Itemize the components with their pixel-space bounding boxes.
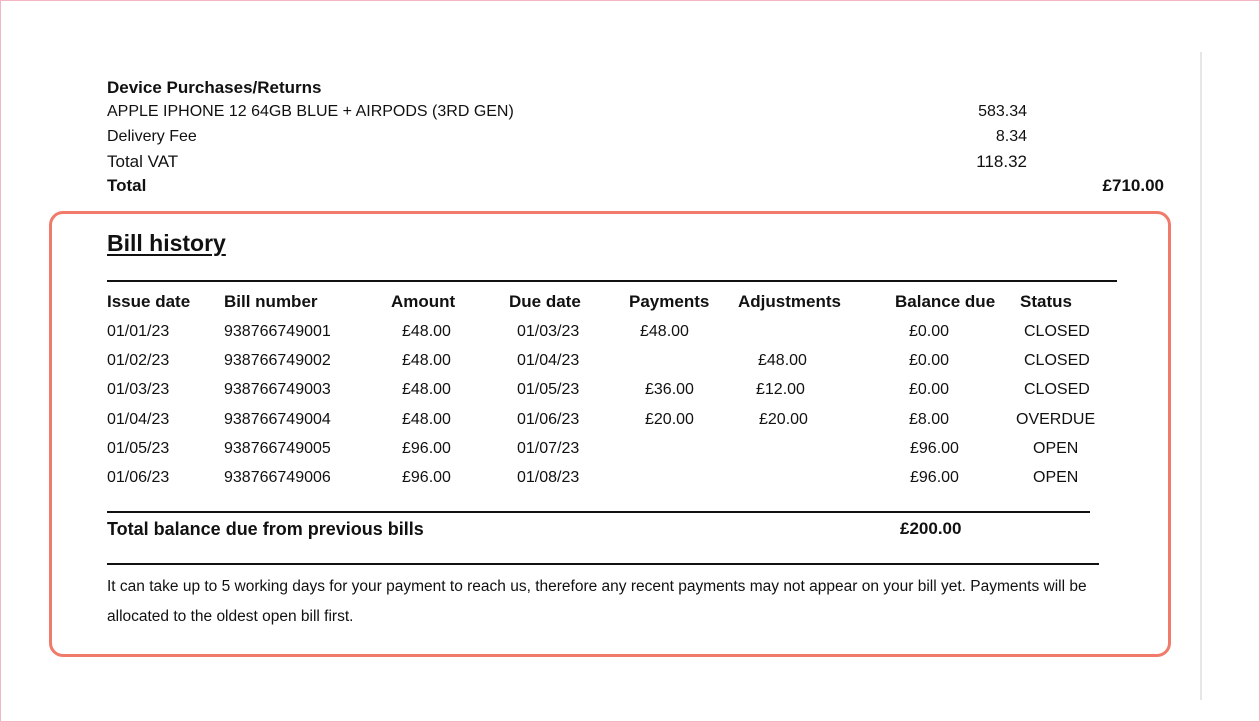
table-cell: CLOSED	[1024, 381, 1090, 398]
table-cell: £48.00	[758, 352, 807, 369]
table-cell: £96.00	[402, 469, 451, 486]
table-cell: 01/03/23	[517, 323, 580, 340]
purchase-item-label: Total VAT	[107, 152, 179, 171]
table-cell: £0.00	[909, 352, 950, 369]
table-cell: 938766749001	[224, 323, 331, 340]
table-cell: £48.00	[402, 352, 451, 369]
table-cell: £8.00	[909, 411, 950, 428]
table-cell: £12.00	[756, 381, 805, 398]
table-cell: £0.00	[909, 323, 950, 340]
table-cell: 01/01/23	[107, 323, 170, 340]
table-cell: £20.00	[645, 411, 694, 428]
header-rule	[107, 280, 1117, 282]
table-cell: 01/04/23	[517, 352, 580, 369]
table-cell: CLOSED	[1024, 323, 1090, 340]
total-balance-label: Total balance due from previous bills	[107, 519, 424, 539]
column-header-payments: Payments	[629, 292, 710, 311]
table-cell: OPEN	[1033, 440, 1079, 457]
purchases-total-value: £710.00	[1102, 176, 1164, 195]
column-header-status: Status	[1020, 292, 1072, 311]
table-cell: 938766749005	[224, 440, 331, 457]
column-header-due-date: Due date	[509, 292, 581, 311]
column-header-adjustments: Adjustments	[738, 292, 841, 311]
column-header-issue-date: Issue date	[107, 292, 191, 311]
purchases-total-label: Total	[107, 176, 147, 195]
summary-rule	[107, 563, 1099, 565]
status-badge-overdue: OVERDUE	[1016, 411, 1096, 428]
total-balance-value: £200.00	[900, 519, 962, 538]
table-bottom-rule	[107, 511, 1090, 513]
table-cell: £36.00	[645, 381, 694, 398]
table-cell: 01/04/23	[107, 411, 170, 428]
table-cell: CLOSED	[1024, 352, 1090, 369]
purchase-item-value: 118.32	[976, 152, 1027, 171]
bill-history-title: Bill history	[107, 230, 226, 256]
table-cell: £48.00	[402, 411, 451, 428]
purchase-item-value: 8.34	[995, 128, 1027, 145]
table-cell: £96.00	[910, 469, 959, 486]
table-cell: £96.00	[910, 440, 959, 457]
table-cell: 01/06/23	[517, 411, 580, 428]
table-cell: 01/05/23	[107, 440, 170, 457]
column-header-balance-due: Balance due	[895, 292, 996, 311]
table-cell: £20.00	[759, 411, 808, 428]
table-cell: OPEN	[1033, 469, 1079, 486]
table-cell: 01/08/23	[517, 469, 580, 486]
purchase-item-label: Delivery Fee	[107, 128, 197, 145]
payment-note: It can take up to 5 working days for your payment to reach us, therefore any recent payments may not appear on your bill yet. Payments will be allocated to the oldest open bill first.	[107, 578, 1087, 625]
purchase-item-value: 583.34	[978, 103, 1027, 120]
table-cell: 938766749004	[224, 411, 331, 428]
table-cell: £48.00	[640, 323, 689, 340]
page-edge-divider	[1200, 52, 1202, 700]
table-cell: 01/07/23	[517, 440, 580, 457]
table-cell: £48.00	[402, 381, 451, 398]
purchase-item-label: APPLE IPHONE 12 64GB BLUE + AIRPODS (3RD GEN)	[107, 103, 514, 120]
table-cell: £96.00	[402, 440, 451, 457]
table-cell: 01/03/23	[107, 381, 170, 398]
column-header-amount: Amount	[391, 292, 456, 311]
table-cell: 01/05/23	[517, 381, 580, 398]
table-cell: £48.00	[402, 323, 451, 340]
table-cell: 01/06/23	[107, 469, 170, 486]
table-cell: 938766749006	[224, 469, 331, 486]
table-cell: 01/02/23	[107, 352, 170, 369]
table-cell: 938766749003	[224, 381, 331, 398]
table-cell: 938766749002	[224, 352, 331, 369]
purchases-title: Device Purchases/Returns	[107, 78, 322, 97]
table-cell: £0.00	[909, 381, 950, 398]
column-header-bill-number: Bill number	[224, 292, 318, 311]
